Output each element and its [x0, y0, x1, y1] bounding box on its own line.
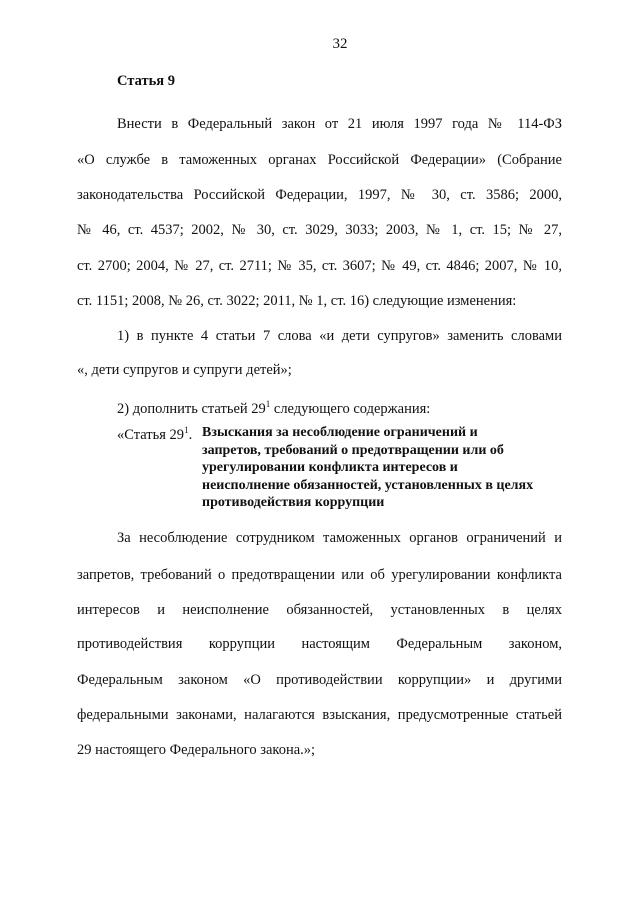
paragraph2-line-6: федеральными законами, налагаются взыскания, предусмотренные статьей — [77, 707, 562, 723]
paragraph1-line-4: № 46, ст. 4537; 2002, № 30, ст. 3029, 3033; 2003, № 1, ст. 15; № 27, — [77, 222, 562, 238]
new-article-label — [117, 425, 192, 444]
item2-prefix: 2) дополнить статьей 29 — [117, 401, 266, 417]
paragraph1-line-5: ст. 2700; 2004, № 27, ст. 2711; № 35, ст. 3607; № 49, ст. 4846; 2007, № 10, — [77, 258, 562, 274]
page-number: 32 — [332, 36, 348, 52]
paragraph2-line-5: Федеральным законом «О противодействии коррупции» и другими — [77, 672, 562, 688]
paragraph1-line-6: ст. 1151; 2008, № 26, ст. 3022; 2011, № 1, ст. 16) следующие изменения: — [77, 293, 517, 309]
new-article-label-superscript: 1 — [184, 425, 189, 435]
item2-line — [117, 394, 430, 419]
paragraph2-line-4: противодействия коррупции настоящим Федеральным законом, — [77, 636, 562, 652]
new-article-label-dot: . — [188, 427, 193, 443]
new-article-title-line-5: противодействия коррупции — [202, 495, 385, 510]
new-article-title-line-1: Взыскания за несоблюдение ограничений и — [202, 425, 478, 440]
paragraph2-line-1: За несоблюдение сотрудником таможенных органов ограничений и — [117, 530, 562, 546]
paragraph2-line-7: 29 настоящего Федерального закона.»; — [77, 742, 316, 758]
paragraph2-line-2: запретов, требований о предотвращении или об урегулировании конфликта — [77, 567, 562, 583]
paragraph1-line-2: «О службе в таможенных органах Российской Федерации» (Собрание — [77, 152, 562, 168]
item2-suffix: следующего содержания: — [270, 401, 431, 417]
new-article-title-line-4: неисполнение обязанностей, установленных в целях — [202, 477, 534, 493]
item1-line-1: 1) в пункте 4 статьи 7 слова «и дети супругов» заменить словами — [117, 328, 562, 344]
new-article-title-line-2: запретов, требований о предотвращении или об — [202, 442, 504, 458]
paragraph2-line-3: интересов и неисполнение обязанностей, установленных в целях — [77, 602, 562, 618]
new-article-label-text: «Статья 29 — [117, 427, 185, 443]
paragraph1-line-1: Внести в Федеральный закон от 21 июля 1997 года № 114-ФЗ — [117, 116, 562, 132]
item2-superscript: 1 — [265, 399, 271, 409]
paragraph1-line-3: законодательства Российской Федерации, 1997, № 30, ст. 3586; 2000, — [77, 187, 562, 203]
item1-line-2: «, дети супругов и супруги детей»; — [77, 362, 292, 378]
article-heading: Статья 9 — [117, 73, 175, 89]
new-article-title-line-3: урегулировании конфликта интересов и — [202, 460, 458, 475]
new-article-title — [202, 424, 562, 512]
